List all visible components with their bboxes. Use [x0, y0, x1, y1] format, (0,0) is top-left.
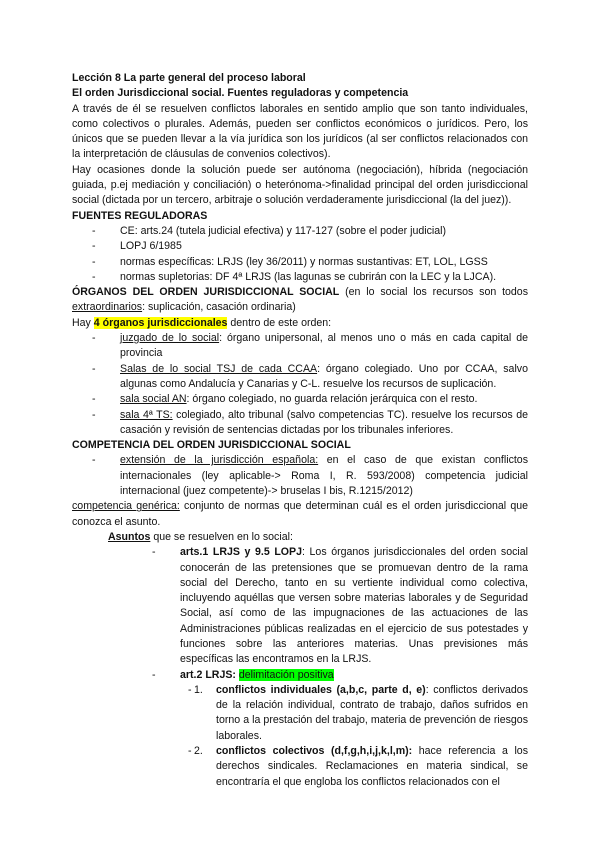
organo-name: Salas de lo social TSJ de cada CCAA: [120, 362, 318, 375]
conflicto-desc: hace referencia a los derechos sindicales. Reclamaciones en materia sindical, se encontraría el que engloba los conflictos relacionados con el: [216, 745, 528, 788]
organo-desc: colegiado, alto tribunal (salvo competencias TC). resuelve los recursos de casación y revisión de sentencias dictadas por los tribunales inferiores.: [120, 408, 528, 436]
organos-list: [72, 331, 528, 438]
generica-term: competencia genérica:: [72, 500, 180, 513]
art2-ref: art.2 LRJS:: [180, 668, 239, 681]
generica-paragraph: [72, 499, 528, 530]
highlight-organos: 4 órganos jurisdiccionales: [93, 316, 228, 329]
organo-name: sala social AN: [120, 393, 187, 406]
asuntos-desc: que se resuelven en lo social:: [150, 530, 293, 543]
list-item: [180, 668, 528, 790]
highlight-delimitacion: delimitación positiva: [238, 668, 334, 681]
intro-paragraph-2: Hay ocasiones donde la solución puede ser autónoma (negociación), híbrida (negociación guiada, p.ej mediación y conciliación) o heterónoma->finalidad principal del orden jurisdiccional social (dictada por un tercero, arbitraje o solución verdaderamente jurisdiccional (la del juez)).: [72, 163, 528, 207]
intro-paragraph-1: A través de él se resuelven conflictos laborales en sentido amplio que son tanto individuales, como colectivos o plurales. Además, pueden ser conflictos económicos o jurídicos. Pero, los únicos que se pueden llevar a la vía jurídica son los jurídicos (al ser conflictos relacionados con la interpretación de cláusulas de convenios colectivos).: [72, 102, 528, 161]
asuntos-list: [72, 545, 528, 790]
generica-desc: conjunto de normas que determinan cuál es el orden jurisdiccional que conozca el asunto.: [72, 500, 529, 528]
organo-desc: : órgano colegiado, no guarda relación jerárquica con el resto.: [186, 393, 478, 406]
conflicto-desc: : conflictos derivados de la relación individual, contrato de trabajo, daños sufridos en torno a la prestación del trabajo, materia de prevención de riesgos laborales.: [216, 683, 528, 742]
competencia-heading: COMPETENCIA DEL ORDEN JURISDICCIONAL SOCIAL: [72, 439, 351, 452]
fuentes-heading: FUENTES REGULADORAS: [72, 209, 208, 222]
list-item: - normas específicas: LRJS (ley 36/2011) y normas sustantivas: ET, LOL, LGSS: [120, 255, 528, 270]
organos-note: (en lo social los recursos son todos: [339, 286, 528, 299]
list-item: - normas supletorias: DF 4ª LRJS (las lagunas se cubrirán con la LEC y la LJCA).: [120, 270, 528, 285]
lesson-title: Lección 8 La parte general del proceso laboral: [72, 72, 306, 84]
list-item: - CE: arts.24 (tutela judicial efectiva) y 117-127 (sobre el poder judicial): [120, 224, 528, 239]
list-item: [120, 362, 528, 393]
hay-text-end: dentro de este orden:: [227, 316, 332, 329]
organo-desc: : órgano colegiado. Uno por CCAA, salvo algunas como Andalucía y Canarias y C-L. resuelve los recursos de suplicación.: [120, 362, 528, 390]
organos-note-end: : suplicación, casación ordinaria): [142, 301, 296, 314]
art1-desc: : Los órganos jurisdiccionales del orden social conocerán de las pretensiones que se promuevan dentro de la rama social del Derecho, tanto en su vertiente individual como colectiva, incluyendo aquéllas que versen sobre materias laborales y de Seguridad Social, así como de las impugnaciones de las actuaciones de las Administraciones públicas realizadas en el ejercicio de sus potestades y funciones sobre las anteriores materias. Unas previsiones más específicas las encontramos en la LRJS.: [180, 546, 528, 666]
list-item: - LOPJ 6/1985: [120, 239, 528, 254]
document-page: [72, 71, 528, 790]
competencia-list: [72, 453, 528, 499]
list-item: [180, 545, 528, 667]
section-subtitle: El orden Jurisdiccional social. Fuentes reguladoras y competencia: [72, 87, 409, 100]
list-item: [120, 408, 528, 439]
organo-name: juzgado de lo social: [120, 332, 220, 345]
list-item: [194, 744, 528, 790]
organo-name: sala 4ª TS:: [120, 408, 173, 421]
conflicto-type: conflictos individuales (a,b,c, parte d, e): [216, 683, 426, 696]
asuntos-paragraph: [72, 530, 528, 545]
list-item: [120, 331, 528, 362]
asuntos-term: Asuntos: [108, 530, 151, 543]
item-number: - 2.: [194, 745, 203, 758]
list-item: [194, 683, 528, 744]
organo-desc: : órgano unipersonal, al menos uno o más en cada capital de provincia: [120, 332, 528, 360]
organos-paragraph: [72, 285, 528, 316]
competencia-desc: en el caso de que existan conflictos internacionales (ley aplicable-> Roma I, R. 593/2008) competencia judicial internacional (juez competente)-> bruselas I bis, R.1215/2012): [120, 454, 528, 498]
conflictos-list: [180, 683, 528, 790]
list-item: [120, 453, 528, 499]
art1-ref: arts.1 LRJS y 9.5 LOPJ: [180, 546, 302, 559]
conflicto-type: conflictos colectivos (d,f,g,h,i,j,k,l,m):: [216, 745, 413, 758]
organos-heading: ÓRGANOS DEL ORDEN JURISDICCIONAL SOCIAL: [72, 286, 340, 299]
hay-paragraph: [72, 316, 528, 331]
fuentes-list: [72, 224, 528, 285]
item-number: - 1.: [194, 683, 203, 696]
hay-text: Hay: [72, 316, 94, 329]
list-item: [120, 392, 528, 407]
competencia-term: extensión de la jurisdicción española:: [120, 454, 319, 467]
organos-note-underlined: extraordinarios: [72, 301, 143, 314]
